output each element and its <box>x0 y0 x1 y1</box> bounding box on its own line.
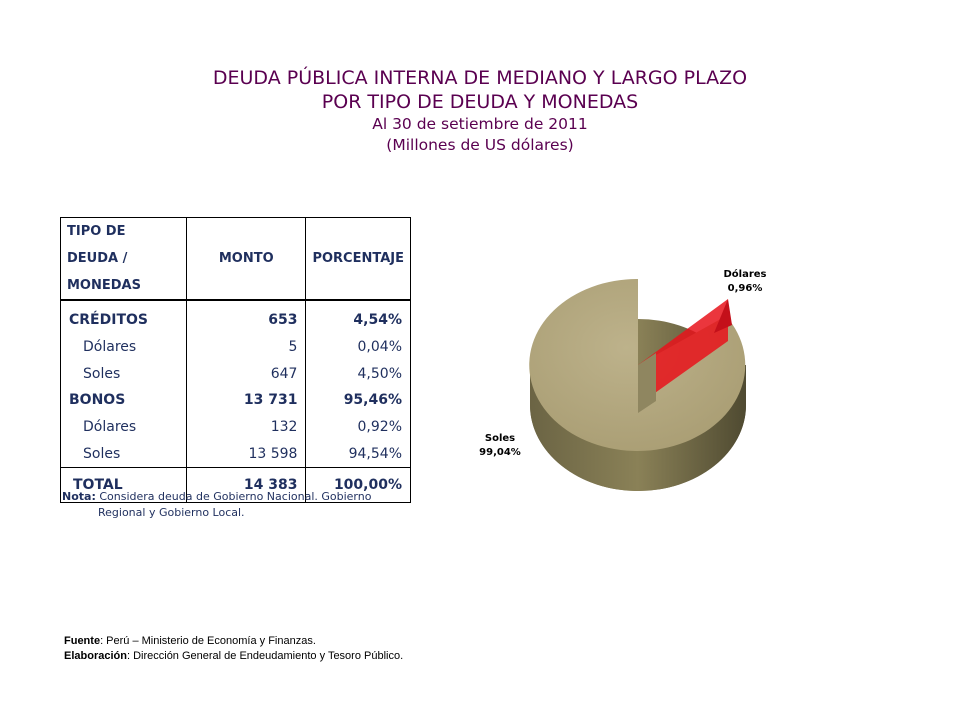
row-monto: 653 <box>187 300 306 334</box>
nota-line-2: Regional y Gobierno Local. <box>98 506 245 519</box>
page-title-block <box>0 66 960 156</box>
elaboracion-text: : Dirección General de Endeudamiento y Tesoro Público. <box>126 650 404 662</box>
elaboracion-label: Elaboración <box>64 650 127 662</box>
table-row-creditos-soles <box>61 360 411 387</box>
pie-label-soles-value: 99,04% <box>479 447 521 458</box>
row-monto: 13 598 <box>187 440 306 467</box>
title-line-3: Al 30 de setiembre de 2011 <box>372 115 588 133</box>
table-header-row <box>61 218 411 301</box>
total-monto: 14 383 <box>187 468 306 503</box>
table-row-bonos-soles <box>61 440 411 467</box>
nota-label: Nota: <box>62 490 96 503</box>
row-porcentaje: 4,50% <box>357 365 402 382</box>
table-row-bonos <box>61 387 411 414</box>
row-porcentaje: 95,46% <box>343 392 402 409</box>
header-tipo-deuda <box>61 218 187 301</box>
fuente-label: Fuente <box>64 635 101 647</box>
fuente-line <box>64 634 403 649</box>
row-label: Dólares <box>61 334 187 361</box>
pie-slice-soles-top <box>529 279 745 451</box>
debt-table <box>60 217 411 503</box>
header-porcentaje: PORCENTAJE <box>306 218 411 301</box>
total-label: TOTAL <box>61 468 187 503</box>
title-line-4: (Millones de US dólares) <box>386 136 574 154</box>
row-porcentaje: 0,04% <box>357 339 402 356</box>
header-monto: MONTO <box>187 218 306 301</box>
pie-label-dolares-name: Dólares <box>723 269 767 280</box>
pie-chart <box>470 255 770 505</box>
header-tipo-line1: TIPO DE DEUDA / <box>67 224 128 266</box>
row-label: Soles <box>61 440 187 467</box>
row-porcentaje: 4,54% <box>353 312 402 329</box>
fuente-text: : Perú – Ministerio de Economía y Finanzas. <box>100 635 316 647</box>
table-row-creditos <box>61 300 411 334</box>
table-row-bonos-dolares <box>61 414 411 441</box>
nota-block <box>62 489 412 521</box>
nota-line-1: Considera deuda de Gobierno Nacional. Gobierno <box>99 490 372 503</box>
header-tipo-line2: MONEDAS <box>67 278 141 293</box>
row-monto: 5 <box>187 334 306 361</box>
elaboracion-line <box>64 649 403 664</box>
row-label: CRÉDITOS <box>61 300 187 334</box>
pie-label-soles-name: Soles <box>484 433 516 444</box>
table-row-creditos-dolares <box>61 334 411 361</box>
row-label: Dólares <box>61 414 187 441</box>
title-line-1: DEUDA PÚBLICA INTERNA DE MEDIANO Y LARGO PLAZO <box>212 67 748 89</box>
row-label: Soles <box>61 360 187 387</box>
row-porcentaje: 0,92% <box>357 419 402 436</box>
row-monto: 132 <box>187 414 306 441</box>
total-porcentaje: 100,00% <box>306 468 411 503</box>
row-monto: 647 <box>187 360 306 387</box>
pie-label-dolares-value: 0,96% <box>727 283 763 294</box>
row-monto: 13 731 <box>187 387 306 414</box>
row-label: BONOS <box>61 387 187 414</box>
row-porcentaje: 94,54% <box>348 445 402 462</box>
footer-block <box>64 634 403 664</box>
title-line-2: POR TIPO DE DEUDA Y MONEDAS <box>321 91 639 113</box>
